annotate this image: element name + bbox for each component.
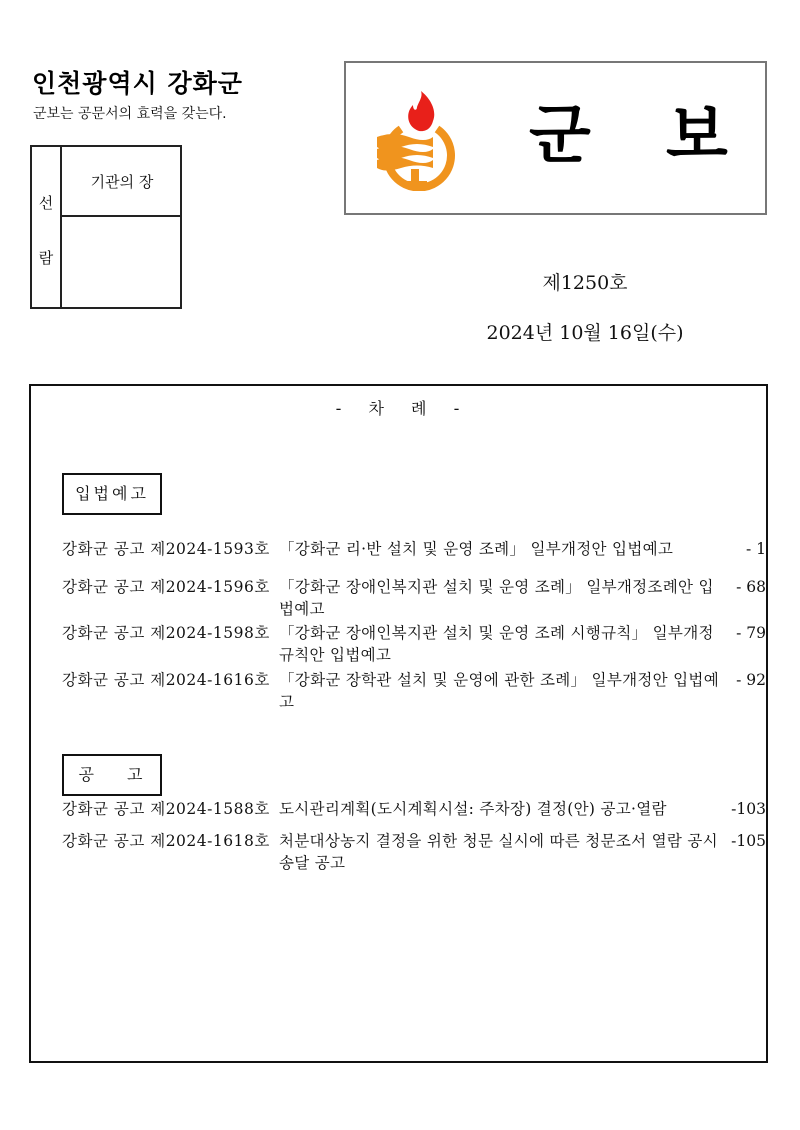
approval-head-label: 기관의 장 (62, 147, 182, 217)
notice-number: 강화군 공고 제2024-1593호 (62, 540, 270, 558)
legal-effect-notice: 군보는 공문서의 효력을 갖는다. (33, 106, 227, 122)
page-number: - 68 (736, 578, 766, 596)
table-of-contents (29, 384, 768, 1063)
notice-subject: 처분대상농지 결정을 위한 청문 실시에 따른 청문조서 열람 공시송달 공고 (279, 832, 718, 872)
issue-date: 2024년 10월 16일(수) (486, 322, 684, 344)
approval-side-column (32, 147, 62, 307)
notice-number: 강화군 공고 제2024-1598호 (62, 624, 270, 642)
notice-subject: 「강화군 장애인복지관 설치 및 운영 조례 시행규칙」 일부개정규칙안 입법예고 (279, 624, 714, 664)
notice-number: 강화군 공고 제2024-1616호 (62, 671, 270, 689)
page-number: -105 (731, 832, 766, 850)
masthead-title-char-2: 보 (666, 99, 728, 173)
page-number: - 1 (745, 540, 766, 558)
notice-subject: 「강화군 장애인복지관 설치 및 운영 조례」 일부개정조례안 입법예고 (279, 578, 714, 618)
issue-number: 제1250호 (542, 272, 628, 294)
notice-subject: 「강화군 리·반 설치 및 운영 조례」 일부개정안 입법예고 (279, 540, 674, 558)
section-label-public-notice: 공 고 (62, 754, 162, 796)
notice-subject: 「강화군 장학관 설치 및 운영에 관한 조례」 일부개정안 입법예고 (279, 671, 719, 711)
notice-subject: 도시관리계획(도시계획시설: 주차장) 결정(안) 공고·열람 (279, 800, 667, 818)
masthead (344, 61, 767, 215)
page-number: - 92 (736, 671, 766, 689)
gunbo-emblem-icon (371, 91, 461, 191)
approval-box (30, 145, 182, 309)
notice-number: 강화군 공고 제2024-1596호 (62, 578, 270, 596)
page-number: -103 (731, 800, 766, 818)
section-label-legislative-notice: 입법예고 (62, 473, 162, 515)
approval-side-label-top: 선 (38, 194, 54, 212)
organization-title: 인천광역시 강화군 (32, 69, 243, 98)
page-number: - 79 (736, 624, 766, 642)
notice-number: 강화군 공고 제2024-1588호 (62, 800, 270, 818)
masthead-title-char-1: 군 (529, 99, 591, 173)
approval-side-label-bottom: 람 (38, 249, 54, 267)
notice-number: 강화군 공고 제2024-1618호 (62, 832, 270, 850)
toc-title: - 차 례 - (335, 399, 462, 418)
